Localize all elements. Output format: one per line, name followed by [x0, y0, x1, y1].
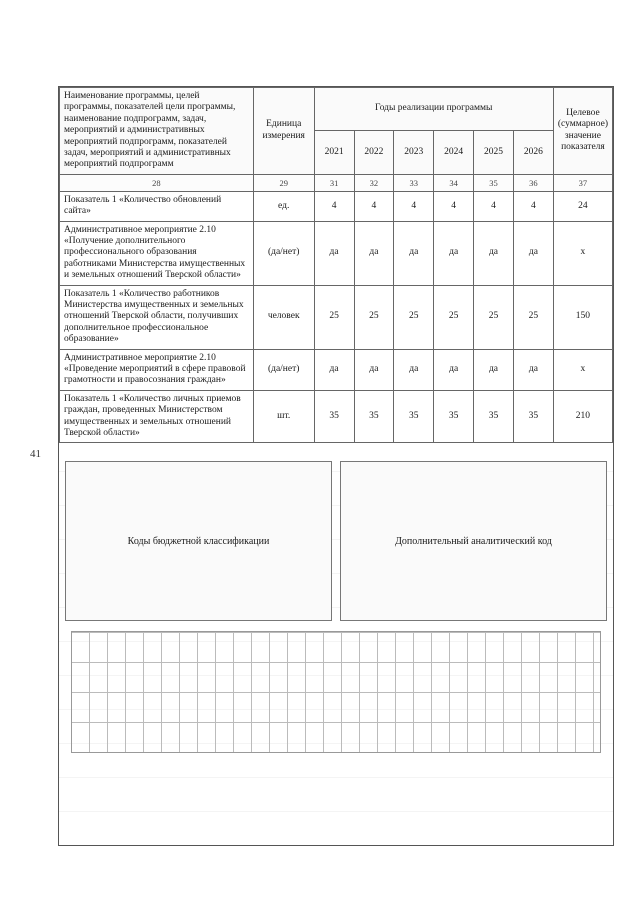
- row-value-2021: 25: [314, 285, 354, 349]
- table-row: [60, 285, 613, 349]
- header-target: Целевое (суммарное) значение показателя: [553, 88, 612, 175]
- table-row: [60, 390, 613, 443]
- header-year-2024: 2024: [434, 131, 474, 174]
- program-indicators-table: [59, 87, 613, 443]
- budget-codes-header: Коды бюджетной классификации: [65, 461, 332, 621]
- header-year-2022: 2022: [354, 131, 394, 174]
- row-value-2022: 25: [354, 285, 394, 349]
- row-value-2022: да: [354, 221, 394, 285]
- page-number: 41: [30, 448, 41, 460]
- row-value-2025: да: [474, 349, 514, 390]
- row-value-2024: 35: [434, 390, 474, 443]
- row-value-2022: 35: [354, 390, 394, 443]
- row-target: х: [553, 221, 612, 285]
- index-target: 37: [553, 174, 612, 191]
- row-value-2024: да: [434, 349, 474, 390]
- row-value-2026: да: [513, 221, 553, 285]
- table-row: [60, 221, 613, 285]
- row-unit: (да/нет): [253, 349, 314, 390]
- row-unit: ед.: [253, 191, 314, 221]
- row-value-2021: да: [314, 221, 354, 285]
- row-name: Административное мероприятие 2.10 «Получение дополнительного профессионального образования работниками Министерства имущественных и земельных отношений Тверской области»: [60, 221, 254, 285]
- row-target: 150: [553, 285, 612, 349]
- header-years-group: Годы реализации программы: [314, 88, 553, 131]
- row-value-2024: да: [434, 221, 474, 285]
- header-year-2026: 2026: [513, 131, 553, 174]
- index-unit: 29: [253, 174, 314, 191]
- header-name: Наименование программы, целей программы, показателей цели программы, наименование подпрограмм, задач, мероприятий и административных мероприятий подпрограмм, показателей задач, мероприятий и административных мероприятий подпрограмм: [60, 88, 254, 175]
- table-row: [60, 191, 613, 221]
- classification-codes-block: [59, 461, 613, 753]
- row-value-2021: да: [314, 349, 354, 390]
- program-table-sheet: [58, 86, 614, 846]
- index-year-2022: 32: [354, 174, 394, 191]
- additional-code-header: Дополнительный аналитический код: [340, 461, 607, 621]
- row-target: 210: [553, 390, 612, 443]
- row-value-2022: 4: [354, 191, 394, 221]
- row-value-2024: 25: [434, 285, 474, 349]
- header-year-2023: 2023: [394, 131, 434, 174]
- index-year-2021: 31: [314, 174, 354, 191]
- row-value-2026: 25: [513, 285, 553, 349]
- index-year-2025: 35: [474, 174, 514, 191]
- row-value-2026: 4: [513, 191, 553, 221]
- row-value-2026: 35: [513, 390, 553, 443]
- row-unit: человек: [253, 285, 314, 349]
- index-year-2024: 34: [434, 174, 474, 191]
- row-value-2025: 4: [474, 191, 514, 221]
- row-value-2021: 4: [314, 191, 354, 221]
- row-value-2021: 35: [314, 390, 354, 443]
- row-name: Административное мероприятие 2.10 «Проведение мероприятий в сфере правовой грамотности и правосознания граждан»: [60, 349, 254, 390]
- index-name: 28: [60, 174, 254, 191]
- row-value-2023: 25: [394, 285, 434, 349]
- row-value-2026: да: [513, 349, 553, 390]
- header-unit: Единица измерения: [253, 88, 314, 175]
- header-year-2025: 2025: [474, 131, 514, 174]
- row-value-2025: да: [474, 221, 514, 285]
- row-name: Показатель 1 «Количество обновлений сайта»: [60, 191, 254, 221]
- row-target: 24: [553, 191, 612, 221]
- index-year-2023: 33: [394, 174, 434, 191]
- column-index-row: [60, 174, 613, 191]
- row-value-2023: 4: [394, 191, 434, 221]
- row-value-2025: 25: [474, 285, 514, 349]
- row-unit: (да/нет): [253, 221, 314, 285]
- codes-grid: [71, 631, 601, 753]
- row-value-2023: да: [394, 349, 434, 390]
- index-year-2026: 36: [513, 174, 553, 191]
- table-row: [60, 349, 613, 390]
- row-name: Показатель 1 «Количество личных приемов граждан, проведенных Министерством имущественных и земельных отношений Тверской области»: [60, 390, 254, 443]
- row-value-2022: да: [354, 349, 394, 390]
- row-value-2023: 35: [394, 390, 434, 443]
- row-value-2025: 35: [474, 390, 514, 443]
- row-unit: шт.: [253, 390, 314, 443]
- row-value-2024: 4: [434, 191, 474, 221]
- header-year-2021: 2021: [314, 131, 354, 174]
- row-value-2023: да: [394, 221, 434, 285]
- row-name: Показатель 1 «Количество работников Министерства имущественных и земельных отношений Тверской области, получивших дополнительное профессиональное образование»: [60, 285, 254, 349]
- row-target: х: [553, 349, 612, 390]
